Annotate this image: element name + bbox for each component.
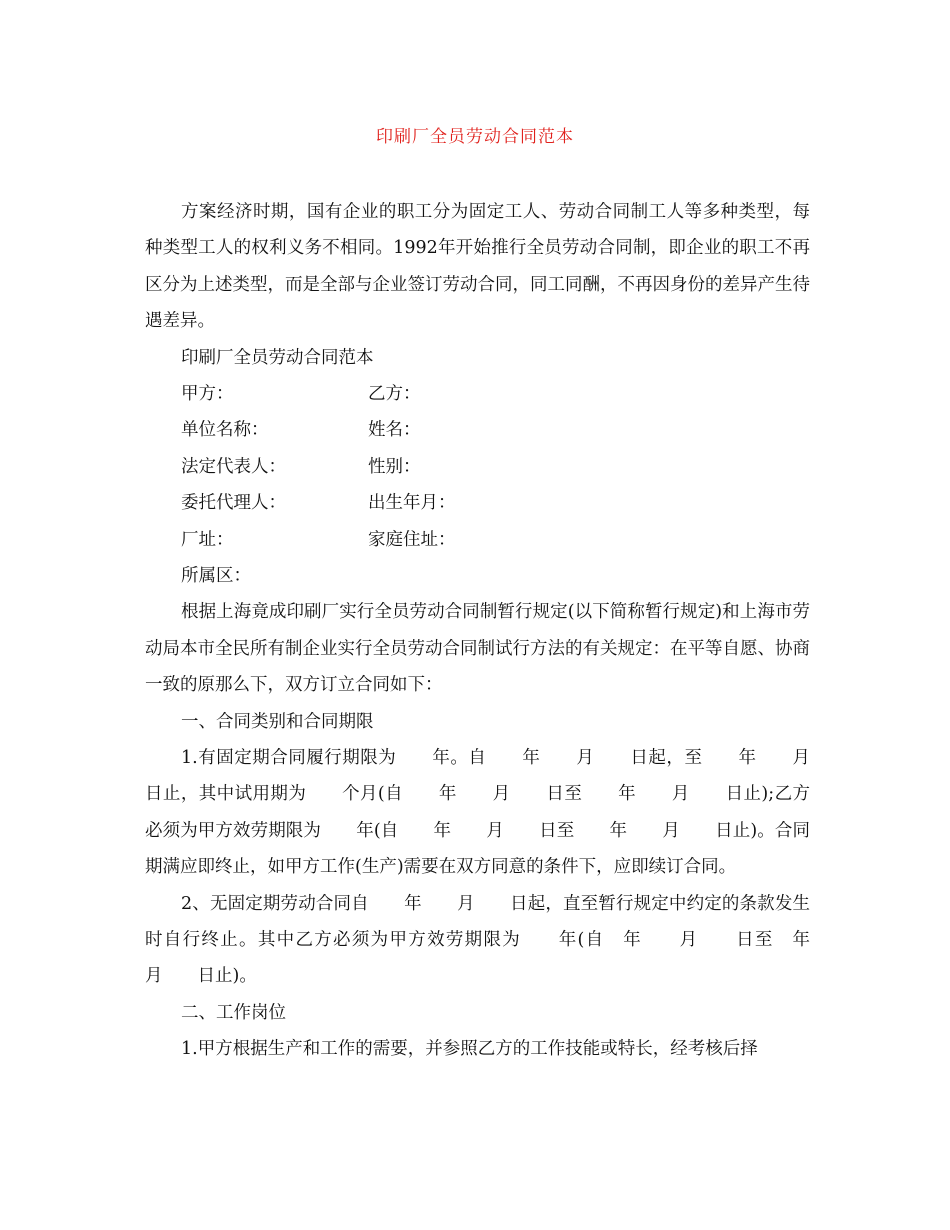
party-row-2: [145, 412, 810, 448]
factory-address-label: 厂址：: [181, 529, 234, 550]
legal-rep-label: 法定代表人：: [181, 456, 286, 477]
clause-2-1: 1.甲方根据生产和工作的需要，并参照乙方的工作技能或特长，经考核后择: [181, 1039, 758, 1060]
home-address-label: 家庭住址：: [368, 529, 456, 550]
intro-paragraph: 方案经济时期，国有企业的职工分为固定工人、劳动合同制工人等多种类型，每种类型工人的权利义务不相同。1992年开始推行全员劳动合同制，即企业的职工不再区分为上述类型，而是全部与企业签订劳动合同，同工同酬，不再因身份的差异产生待遇差异。: [145, 202, 810, 332]
clause-1-1: 1.有固定期合同履行期限为 年。自 年 月 日起，至 年 月 日止，其中试用期为 个月(自 年 月 日至 年 月 日止);乙方必须为甲方效劳期限为 年(自 年 月 日至 年 月 日止)。合同期满应即终止，如甲方工作(生产)需要在双方同意的条件下，应即续订合同。: [145, 748, 845, 878]
document-body: [145, 194, 845, 1068]
person-name-label: 姓名：: [368, 420, 421, 441]
party-row-3: [145, 449, 810, 485]
party-row-5: [145, 522, 810, 558]
district-label: 所属区：: [181, 565, 251, 586]
contract-subtitle: 印刷厂全员劳动合同范本: [181, 347, 374, 368]
basis-paragraph: 根据上海竟成印刷厂实行全员劳动合同制暂行规定(以下简称暂行规定)和上海市劳动局本市全民所有制企业实行全员劳动合同制试行方法的有关规定：在平等自愿、协商一致的原那么下，双方订立合同如下：: [145, 602, 810, 696]
party-row-1: [145, 376, 810, 412]
gender-label: 性别：: [368, 456, 421, 477]
unit-name-label: 单位名称：: [181, 420, 269, 441]
section-2-heading: 二、工作岗位: [181, 1002, 286, 1023]
party-a-label: 甲方：: [181, 384, 234, 405]
party-row-4: [145, 485, 810, 521]
clause-1-2: 2、无固定期劳动合同自 年 月 日起，直至暂行规定中约定的条款发生时自行终止。其中乙方必须为甲方效劳期限为 年(自 年 月 日至 年 月 日止)。: [145, 893, 845, 987]
birth-date-label: 出生年月：: [368, 493, 456, 514]
section-1-heading: 一、合同类别和合同期限: [181, 711, 374, 732]
document-title: 印刷厂全员劳动合同范本: [376, 127, 574, 147]
party-b-label: 乙方：: [368, 384, 421, 405]
agent-label: 委托代理人：: [181, 493, 286, 514]
